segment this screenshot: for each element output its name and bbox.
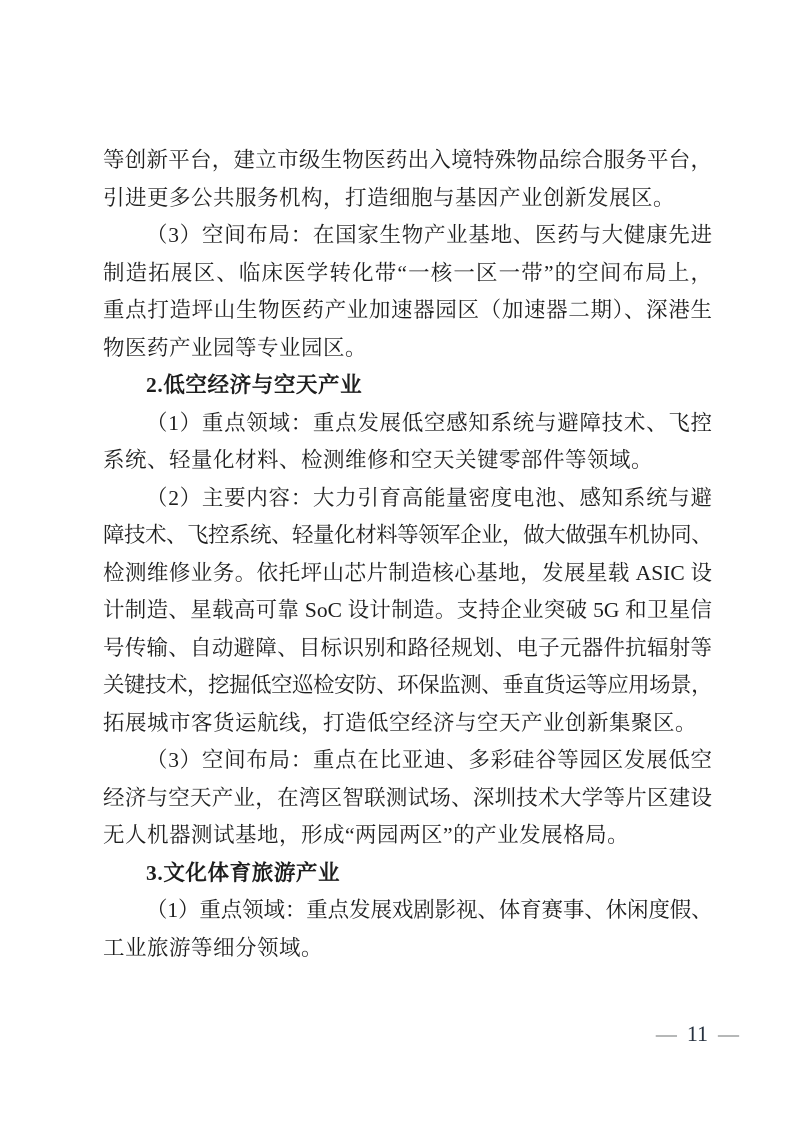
text-line: 关键技术，挖掘低空巡检安防、环保监测、垂直货运等应用场景，: [103, 673, 712, 697]
text-line: 号传输、自动避障、目标识别和路径规划、电子元器件抗辐射等: [103, 635, 712, 660]
text-line: 障技术、飞控系统、轻量化材料等领军企业，做大做强车机协同、: [103, 523, 712, 547]
text-line: 系统、轻量化材料、检测维修和空天关键零部件等领域。: [103, 448, 654, 472]
text-line: 等创新平台，建立市级生物医药出入境特殊物品综合服务平台，: [103, 148, 712, 172]
text-line: 无人机器测试基地，形成“两园两区”的产业发展格局。: [103, 823, 630, 847]
text-line: 物医药产业园等专业园区。: [103, 335, 368, 360]
text-line: （1）重点领域：重点发展低空感知系统与避障技术、飞控: [146, 410, 712, 435]
section-heading: 3.文化体育旅游产业: [146, 860, 341, 885]
page-number-dash-left: —: [655, 1022, 677, 1046]
text-line: 引进更多公共服务机构，打造细胞与基因产业创新发展区。: [103, 185, 676, 210]
text-line: （2）主要内容：大力引育高能量密度电池、感知系统与避: [146, 485, 712, 510]
page-number: [656, 1022, 739, 1046]
text-line: （3）空间布局：重点在比亚迪、多彩硅谷等园区发展低空: [146, 748, 712, 772]
text-line: 检测维修业务。依托坪山芯片制造核心基地，发展星载 ASIC 设: [103, 560, 712, 585]
page-number-dash-right: —: [718, 1022, 739, 1046]
document-body: [103, 142, 712, 967]
text-line: 拓展城市客货运航线，打造低空经济与空天产业创新集聚区。: [103, 710, 698, 735]
text-line: 工业旅游等细分领域。: [103, 935, 324, 960]
page-number-value: 11: [686, 1021, 708, 1046]
section-heading: 2.低空经济与空天产业: [146, 373, 363, 397]
text-line: （3）空间布局：在国家生物产业基地、医药与大健康先进: [146, 223, 712, 247]
text-line: （1）重点领域：重点发展戏剧影视、体育赛事、休闲度假、: [146, 898, 712, 922]
text-line: 经济与空天产业，在湾区智联测试场、深圳技术大学等片区建设: [103, 785, 712, 810]
text-line: 制造拓展区、临床医学转化带“一核一区一带”的空间布局上，: [103, 260, 712, 285]
text-line: 重点打造坪山生物医药产业加速器园区（加速器二期）、深港生: [103, 298, 712, 322]
text-line: 计制造、星载高可靠 SoC 设计制造。支持企业突破 5G 和卫星信: [103, 598, 712, 622]
